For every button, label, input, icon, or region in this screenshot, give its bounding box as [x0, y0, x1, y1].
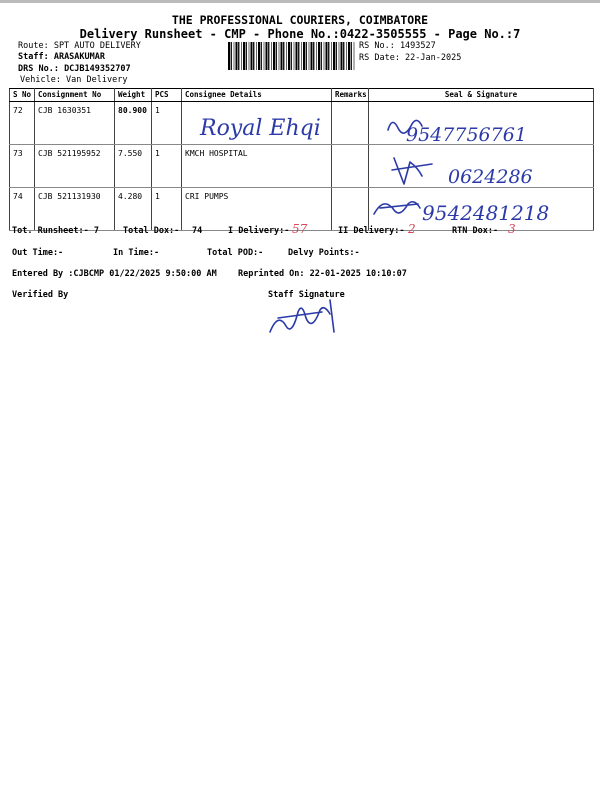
handwritten-consignee-royal: Royal Ehqi [200, 116, 321, 141]
handwritten-phone-row3: 9542481218 [422, 201, 550, 225]
reprinted-on: Reprinted On: 22-01-2025 10:10:07 [238, 269, 407, 279]
company-title: THE PROFESSIONAL COURIERS, COIMBATORE [171, 13, 429, 27]
col-header-remarks: Remarks [332, 89, 369, 102]
cell-weight: 7.550 [115, 145, 152, 188]
in-time-label: In Time:- [113, 248, 160, 258]
col-header-sno: S No [10, 89, 35, 102]
cell-consignee: CRI PUMPS [182, 188, 332, 231]
col-header-weight: Weight [115, 89, 152, 102]
ii-delivery-label: II Delivery:- [338, 226, 405, 236]
delvy-points-label: Delvy Points:- [288, 248, 360, 258]
rs-date: RS Date: 22-Jan-2025 [359, 53, 462, 63]
vehicle-text: Vehicle: Van Delivery [20, 75, 128, 85]
cell-pcs: 1 [152, 188, 182, 231]
rtn-dox-label: RTN Dox:- [452, 226, 499, 236]
signature-scribble-row3 [374, 202, 420, 214]
tot-runsheet: Tot. Runsheet:- 7 [12, 226, 99, 236]
cell-consignment: CJB 521195952 [35, 145, 115, 188]
route-text: Route: SPT AUTO DELIVERY [18, 41, 141, 51]
rtn-dox-handwritten: 3 [508, 222, 516, 236]
cell-pcs: 1 [152, 102, 182, 145]
col-header-consignment: Consignment No [35, 89, 115, 102]
cell-sno: 74 [10, 188, 35, 231]
cell-sno: 73 [10, 145, 35, 188]
entered-by: Entered By :CJBCMP 01/22/2025 9:50:00 AM [12, 269, 217, 279]
rs-number: RS No.: 1493527 [359, 41, 436, 51]
ii-delivery-handwritten: 2 [408, 222, 416, 236]
i-delivery-handwritten: 57 [292, 222, 308, 236]
col-header-consignee: Consignee Details [182, 89, 332, 102]
i-delivery-label: I Delivery:- [228, 226, 290, 236]
total-pod-label: Total POD:- [207, 248, 264, 258]
signature-scribble-row2 [392, 158, 432, 184]
cell-consignee: KMCH HOSPITAL [182, 145, 332, 188]
runsheet-title: Delivery Runsheet - CMP - Phone No.:0422-3505555 - Page No.:7 [79, 27, 521, 41]
total-dox-label: Total Dox:- [123, 226, 180, 236]
cell-sno: 72 [10, 102, 35, 145]
handwritten-phone-row2: 0624286 [448, 166, 533, 188]
col-header-seal: Seal & Signature [369, 89, 594, 102]
summary-line [12, 226, 99, 236]
col-header-pcs: PCS [152, 89, 182, 102]
drs-number: DCJB149352707 [64, 64, 131, 74]
cell-consignment: CJB 1630351 [35, 102, 115, 145]
handwritten-phone-row1: 9547756761 [406, 124, 527, 146]
staff-label: Staff: [18, 52, 54, 62]
cell-weight: 4.280 [115, 188, 152, 231]
verified-by: Verified By [12, 290, 69, 300]
staff-name: ARASAKUMAR [53, 52, 106, 62]
staff-signature-label: Staff Signature [268, 290, 345, 300]
cell-pcs: 1 [152, 145, 182, 188]
cell-weight: 80.900 [115, 102, 152, 145]
out-time-label: Out Time:- [12, 248, 64, 258]
drs-label: DRS No.: [18, 64, 65, 74]
total-dox-value: 74 [192, 226, 203, 236]
staff-signature-scribble [270, 300, 334, 332]
cell-consignment: CJB 521131930 [35, 188, 115, 231]
